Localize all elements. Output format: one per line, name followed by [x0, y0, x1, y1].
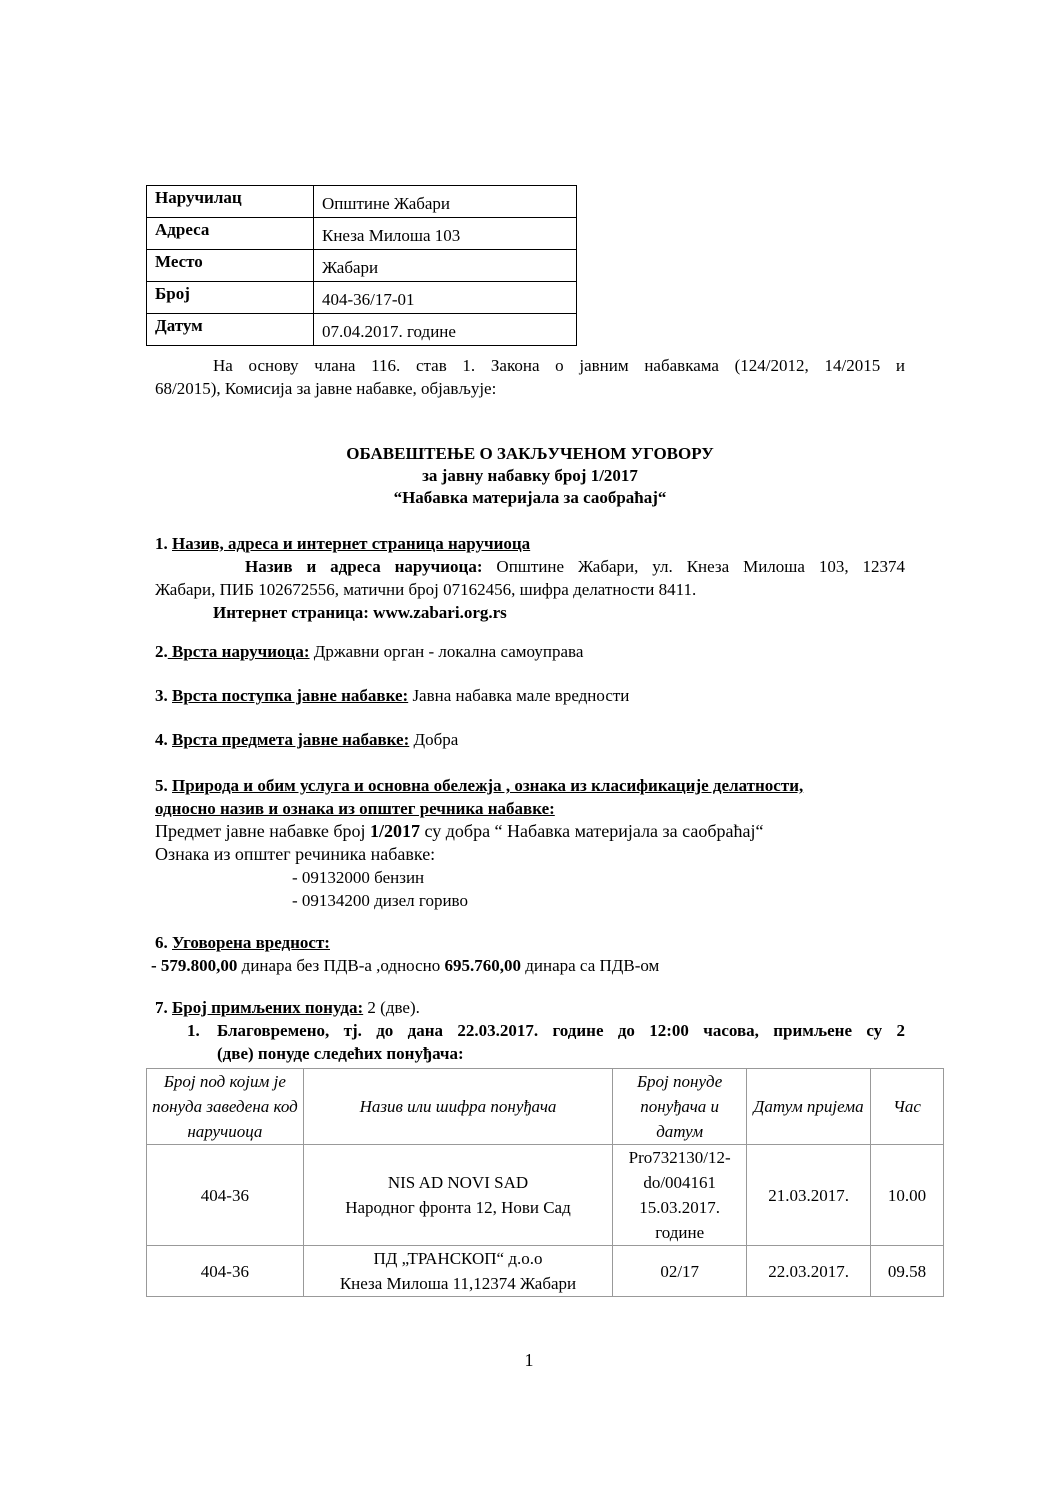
receipt-time: 09.58 — [871, 1246, 944, 1297]
receipt-date: 21.03.2017. — [747, 1145, 871, 1246]
title-line-1: ОБАВЕШТЕЊЕ О ЗАКЉУЧЕНОМ УГОВОРУ — [346, 444, 714, 463]
section-number: 6. — [155, 933, 168, 952]
section-heading: Уговорена вредност: — [172, 933, 330, 952]
column-header: Час — [871, 1069, 944, 1145]
title-line-3: “Набавка материјала за саобраћај“ — [393, 488, 667, 507]
cpv-code: - 09134200 дизел гориво — [292, 891, 468, 910]
info-label: Адреса — [147, 218, 314, 250]
amount-without-vat: 579.800,00 — [160, 956, 238, 975]
info-label: Место — [147, 250, 314, 282]
contracting-authority-line — [155, 555, 905, 578]
header-info-table — [146, 185, 577, 346]
info-label: Наручилац — [147, 186, 314, 218]
column-header: Датум пријема — [747, 1069, 871, 1145]
column-header: Број под којим је понуда заведена код наручиоца — [147, 1069, 304, 1145]
section-heading: Врста предмета јавне набавке: — [172, 730, 410, 749]
info-row — [147, 218, 577, 250]
procurement-subject — [155, 820, 905, 843]
cpv-code: - 09132000 бензин — [292, 868, 425, 887]
bidder-name: NIS AD NOVI SAD — [387, 1173, 529, 1192]
section-text: Јавна набавка мале вредности — [408, 686, 630, 705]
subject-text-end: су добра “ Набавка материјала за саобраћај“ — [420, 821, 764, 841]
section-number: 4. — [155, 730, 168, 749]
value-dash: - — [151, 956, 161, 975]
subject-text: Предмет јавне набавке број — [155, 821, 370, 841]
info-label: Датум — [147, 314, 314, 346]
section-5-heading-2: односно назив и ознака из општег речника набавке: — [155, 799, 555, 818]
registration-number: 404-36 — [147, 1246, 304, 1297]
section-6-heading — [155, 931, 905, 954]
intro-paragraph — [155, 354, 905, 400]
section-heading: Врста наручиоца: — [167, 642, 310, 661]
info-row — [147, 186, 577, 218]
bidder-cell — [303, 1145, 612, 1246]
name-text: Општине Жабари, ул. Кнеза Милоша 103, 12374 — [482, 557, 905, 576]
bidder-address: Кнеза Милоша 11,12374 Жабари — [339, 1274, 577, 1293]
section-7-heading — [155, 996, 905, 1019]
column-header: Број понуде понуђача и датум — [613, 1069, 747, 1145]
section-3 — [155, 684, 905, 707]
contract-value — [151, 954, 905, 977]
info-row — [147, 314, 577, 346]
cpv-codes-label: Ознака из општег речиника набавке: — [155, 844, 436, 864]
bids-table-header — [147, 1069, 944, 1145]
value-text-end: динара са ПДВ-ом — [521, 956, 660, 975]
section-4 — [155, 728, 905, 751]
section-5 — [155, 774, 905, 912]
section-2 — [155, 640, 905, 663]
column-header: Назив или шифра понуђача — [303, 1069, 612, 1145]
section-text: 2 (две). — [363, 998, 420, 1017]
info-row — [147, 250, 577, 282]
document-title — [155, 443, 905, 509]
section-1-heading — [155, 532, 905, 555]
section-1 — [155, 532, 905, 624]
table-row — [147, 1145, 944, 1246]
offer-number: 02/17 — [613, 1246, 747, 1297]
info-value: Општине Жабари — [314, 186, 577, 218]
received-offers-line-2: (две) понуде следећих понуђача: — [217, 1044, 464, 1063]
list-number: 1. — [187, 1021, 200, 1040]
info-row — [147, 282, 577, 314]
received-offers-text: Благовремено, тј. до дана 22.03.2017. године до 12:00 часова, примљене су 2 — [217, 1021, 905, 1040]
received-offers-line-1 — [155, 1019, 905, 1042]
section-heading: Природа и обим услуга и основна обележја , ознака из класификације делатности, — [172, 776, 804, 795]
title-line-2: за јавну набавку број 1/2017 — [422, 466, 638, 485]
section-5-heading-1 — [155, 774, 905, 797]
section-6 — [151, 931, 905, 977]
info-label: Број — [147, 282, 314, 314]
receipt-time: 10.00 — [871, 1145, 944, 1246]
info-value: 07.04.2017. године — [314, 314, 577, 346]
section-number: 5. — [155, 776, 168, 795]
amount-with-vat: 695.760,00 — [444, 956, 521, 975]
section-heading: Назив, адреса и интернет страница наручиоца — [172, 534, 531, 553]
bidder-address: Народног фронта 12, Нови Сад — [345, 1198, 571, 1217]
contracting-authority-details: Жабари, ПИБ 102672556, матични број 07162456, шифра делатности 8411. — [155, 580, 697, 599]
name-label: Назив и адреса наручиоца: — [245, 557, 483, 576]
intro-line-1: На основу члана 116. став 1. Закона о јавним набавкама (124/2012, 14/2015 и — [213, 356, 905, 375]
section-number: 1. — [155, 534, 168, 553]
website: Интернет страница: www.zabari.org.rs — [213, 603, 507, 622]
section-7 — [155, 996, 905, 1065]
bidder-cell — [303, 1246, 612, 1297]
page-number: 1 — [524, 1350, 534, 1370]
registration-number: 404-36 — [147, 1145, 304, 1246]
section-text: Државни орган - локална самоуправа — [309, 642, 584, 661]
table-row — [147, 1246, 944, 1297]
section-number: 7. — [155, 998, 168, 1017]
bids-table — [146, 1068, 944, 1297]
info-value: 404-36/17-01 — [314, 282, 577, 314]
section-number: 3. — [155, 686, 168, 705]
info-value: Жабари — [314, 250, 577, 282]
receipt-date: 22.03.2017. — [747, 1246, 871, 1297]
section-heading: Врста поступка јавне набавке: — [172, 686, 409, 705]
value-text: динара без ПДВ-а ,односно — [237, 956, 445, 975]
info-value: Кнеза Милоша 103 — [314, 218, 577, 250]
section-text: Добра — [409, 730, 459, 749]
intro-line-2: 68/2015), Комисија за јавне набавке, објављује: — [155, 379, 497, 398]
offer-number: Pro732130/12-do/004161 15.03.2017. године — [613, 1145, 747, 1246]
bidder-name: ПД „ТРАНСКОП“ д.о.о — [373, 1249, 543, 1268]
section-heading: Број примљених понуда: — [172, 998, 364, 1017]
subject-number: 1/2017 — [369, 821, 420, 841]
section-number: 2. — [155, 642, 168, 661]
